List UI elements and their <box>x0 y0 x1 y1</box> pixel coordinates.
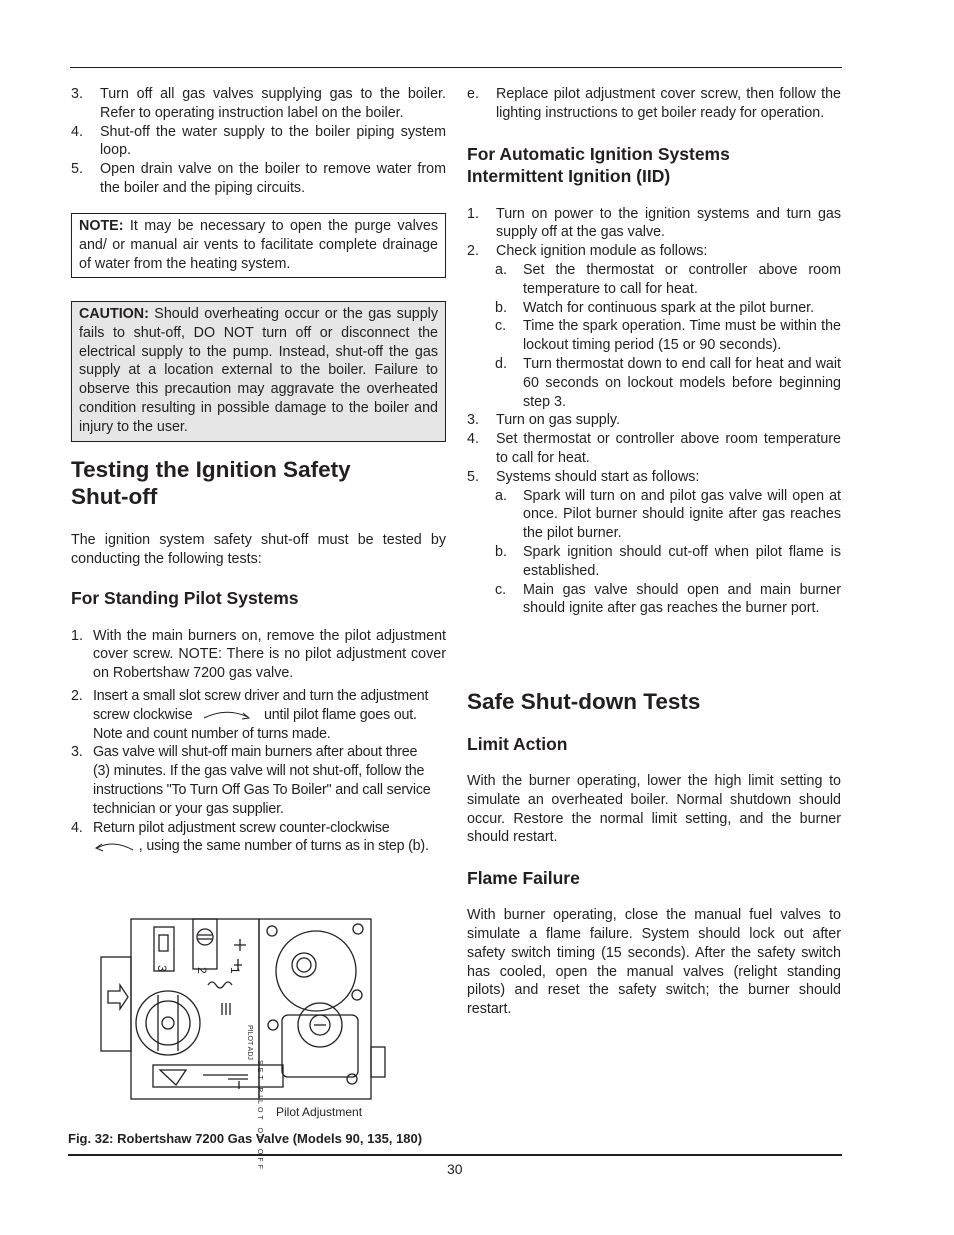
list-subitem: b. Watch for continuous spark at the pilot burner. <box>495 299 815 316</box>
list-item: 3. Gas valve will shut-off main burners after about three (3) minutes. If the gas valve will not shut-off, follow the instructions "To Turn Off Gas To Boiler" and call service technician or your gas supplier. <box>71 744 431 817</box>
list-item: 5. Systems should start as follows: <box>467 468 700 485</box>
pilot-adjustment-label: Pilot Adjustment <box>276 1105 363 1119</box>
knob-label-3: 3 <box>155 965 169 972</box>
list-item: 3. Turn off all gas valves supplying gas to the boiler. Refer to operating instruction label on the boiler. <box>71 86 446 121</box>
section-heading: Testing the Ignition Safety Shut-off <box>71 457 351 509</box>
list-item: 3. Turn on gas supply. <box>467 412 620 429</box>
list-item: 1. With the main burners on, remove the pilot adjustment cover screw. NOTE: There is no pilot adjustment cover on Robertshaw 7200 gas valve. <box>71 627 446 682</box>
subsection-heading: For Automatic Ignition Systems Intermittent Ignition (IID) <box>467 143 730 187</box>
intro-paragraph: The ignition system safety shut-off must be tested by conducting the following tests: <box>71 532 446 567</box>
safe-shutdown-section <box>467 688 841 1019</box>
right-column <box>467 85 841 618</box>
list-subitem: d. Turn thermostat down to end call for heat and wait 60 seconds on lockout models before beginning step 3. <box>495 355 841 410</box>
top-rule <box>70 67 842 68</box>
list-item: 4. Set thermostat or controller above room temperature to call for heat. <box>467 431 841 466</box>
section-heading: Safe Shut-down Tests <box>467 689 701 714</box>
knob-label-2: 2 <box>195 967 209 974</box>
pilot-adj-text: PILOT ADJ <box>246 1025 253 1060</box>
subsection-heading: For Standing Pilot Systems <box>71 587 299 608</box>
list-item: 4. Shut-off the water supply to the boiler piping system loop. <box>71 123 446 159</box>
counterclockwise-arrow-icon <box>93 841 135 853</box>
limit-paragraph: With the burner operating, lower the high limit setting to simulate an overheated boiler. Normal shutdown should occur. Restore the normal limit setting, and the burner should restart. <box>467 773 841 846</box>
list-subitem: a. Set the thermostat or controller above room temperature to call for heat. <box>495 261 841 297</box>
list-item: 4. Return pilot adjustment screw counter-clockwise , using the same number of turns as in step (b). <box>71 819 429 855</box>
list-item: 2. Check ignition module as follows: <box>467 243 708 260</box>
list-subitem: b. Spark ignition should cut-off when pilot flame is established. <box>495 543 841 579</box>
list-item: 1. Turn on power to the ignition systems and turn gas supply off at the gas valve. <box>467 205 841 241</box>
standing-steps <box>71 627 446 857</box>
left-column <box>71 85 446 198</box>
testing-section <box>71 456 446 856</box>
flame-paragraph: With burner operating, close the manual fuel valves to simulate a flame failure. System should lock out after safety switch timing (15 seconds). After the safety switch has cooled, open the manual valves (relight standing pilots) and reset the safety switch; the burner should restart. <box>467 907 841 1018</box>
set-pilot-text: SET PILOT ON OFF <box>256 1060 263 1172</box>
list-item: 2. Insert a small slot screw driver and turn the adjustment screw clockwise until pilot flame goes out. Note and count number of turns made. <box>71 687 429 742</box>
list-item: 5. Open drain valve on the boiler to remove water from the boiler and the piping circuits. <box>71 161 446 196</box>
subsection-heading: Flame Failure <box>467 868 580 889</box>
bottom-rule <box>68 1154 842 1156</box>
list-subitem: a. Spark will turn on and pilot gas valve will open at once. Pilot burner should ignite after gas reaches the pilot burner. <box>495 487 841 542</box>
list-item: e. Replace pilot adjustment cover screw, then follow the lighting instructions to get boiler ready for operation. <box>467 86 841 121</box>
subsection-heading: Limit Action <box>467 734 568 754</box>
list-subitem: c. Main gas valve should open and main burner should ignite after gas reaches the burner port. <box>495 581 841 617</box>
page-number: 30 <box>447 1161 463 1177</box>
list-subitem: c. Time the spark operation. Time must be within the lockout timing period (15 or 90 seconds). <box>495 318 841 354</box>
knob-label-1: 1 <box>228 967 242 974</box>
caution-box: CAUTION: Should overheating occur or the gas supply fails to shut-off, DO NOT turn off or disconnect the electrical supply to the pump. Instead, shut-off the gas supply at a location external to the boiler. Failure to observe this precaution may aggravate the overheated condition resulting in possible damage to the boiler and injury to the user. <box>71 301 446 442</box>
clockwise-arrow-icon <box>202 709 254 721</box>
figure-caption: Fig. 32: Robertshaw 7200 Gas Valve (Models 90, 135, 180) <box>68 1131 423 1146</box>
note-box: NOTE: It may be necessary to open the purge valves and/ or manual air vents to facilitate complete drainage of water from the heating system. <box>71 213 446 278</box>
auto-steps <box>467 205 841 619</box>
